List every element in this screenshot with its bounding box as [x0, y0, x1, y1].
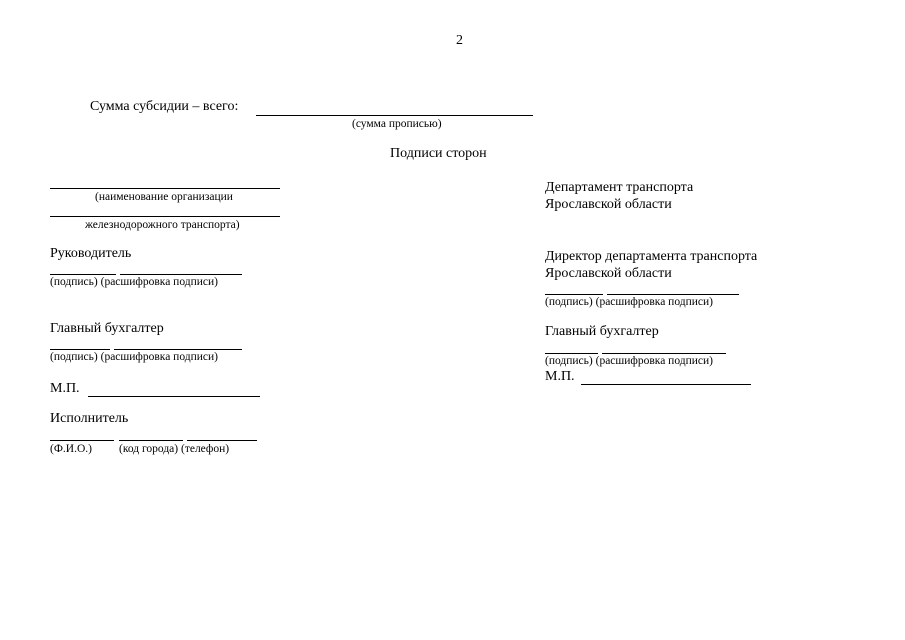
left-stamp-line: [88, 396, 260, 397]
signatures-heading: Подписи сторон: [390, 146, 487, 161]
head-name-line: [120, 274, 242, 275]
subsidy-label: Сумма субсидии – всего:: [90, 99, 239, 114]
left-stamp-label: М.П.: [50, 381, 80, 396]
head-label: Руководитель: [50, 246, 132, 261]
right-accountant-label: Главный бухгалтер: [545, 324, 659, 339]
subsidy-amount-line: [256, 115, 533, 116]
executor-caption-fio: (Ф.И.О.): [50, 443, 92, 455]
right-org-line-1: Департамент транспорта: [545, 180, 694, 195]
page-number: 2: [456, 33, 463, 48]
org-caption-2: железнодорожного транспорта): [85, 219, 240, 231]
executor-label: Исполнитель: [50, 411, 129, 426]
right-accountant-signature-line: [545, 353, 598, 354]
subsidy-caption: (сумма прописью): [352, 118, 442, 130]
director-line-1: Директор департамента транспорта: [545, 249, 758, 264]
left-accountant-label: Главный бухгалтер: [50, 321, 164, 336]
org-name-line-1: [50, 188, 280, 189]
right-stamp-label: М.П.: [545, 369, 575, 384]
head-caption: (подпись) (расшифровка подписи): [50, 276, 219, 288]
director-caption: (подпись) (расшифровка подписи): [545, 296, 714, 308]
right-org-line-2: Ярославской области: [545, 197, 672, 212]
right-stamp-line: [581, 384, 751, 385]
left-accountant-caption: (подпись) (расшифровка подписи): [50, 351, 219, 363]
executor-phone-line: [187, 440, 257, 441]
left-accountant-signature-line: [50, 349, 110, 350]
director-signature-line: [545, 294, 603, 295]
director-name-line: [607, 294, 739, 295]
right-accountant-name-line: [602, 353, 726, 354]
head-signature-line: [50, 274, 116, 275]
left-accountant-name-line: [114, 349, 242, 350]
executor-fio-line: [50, 440, 114, 441]
executor-code-line: [119, 440, 183, 441]
right-accountant-caption: (подпись) (расшифровка подписи): [545, 355, 714, 367]
org-caption-1: (наименование организации: [95, 191, 233, 203]
executor-caption-phone: (код города) (телефон): [119, 443, 230, 455]
org-name-line-2: [50, 216, 280, 217]
director-line-2: Ярославской области: [545, 266, 672, 281]
